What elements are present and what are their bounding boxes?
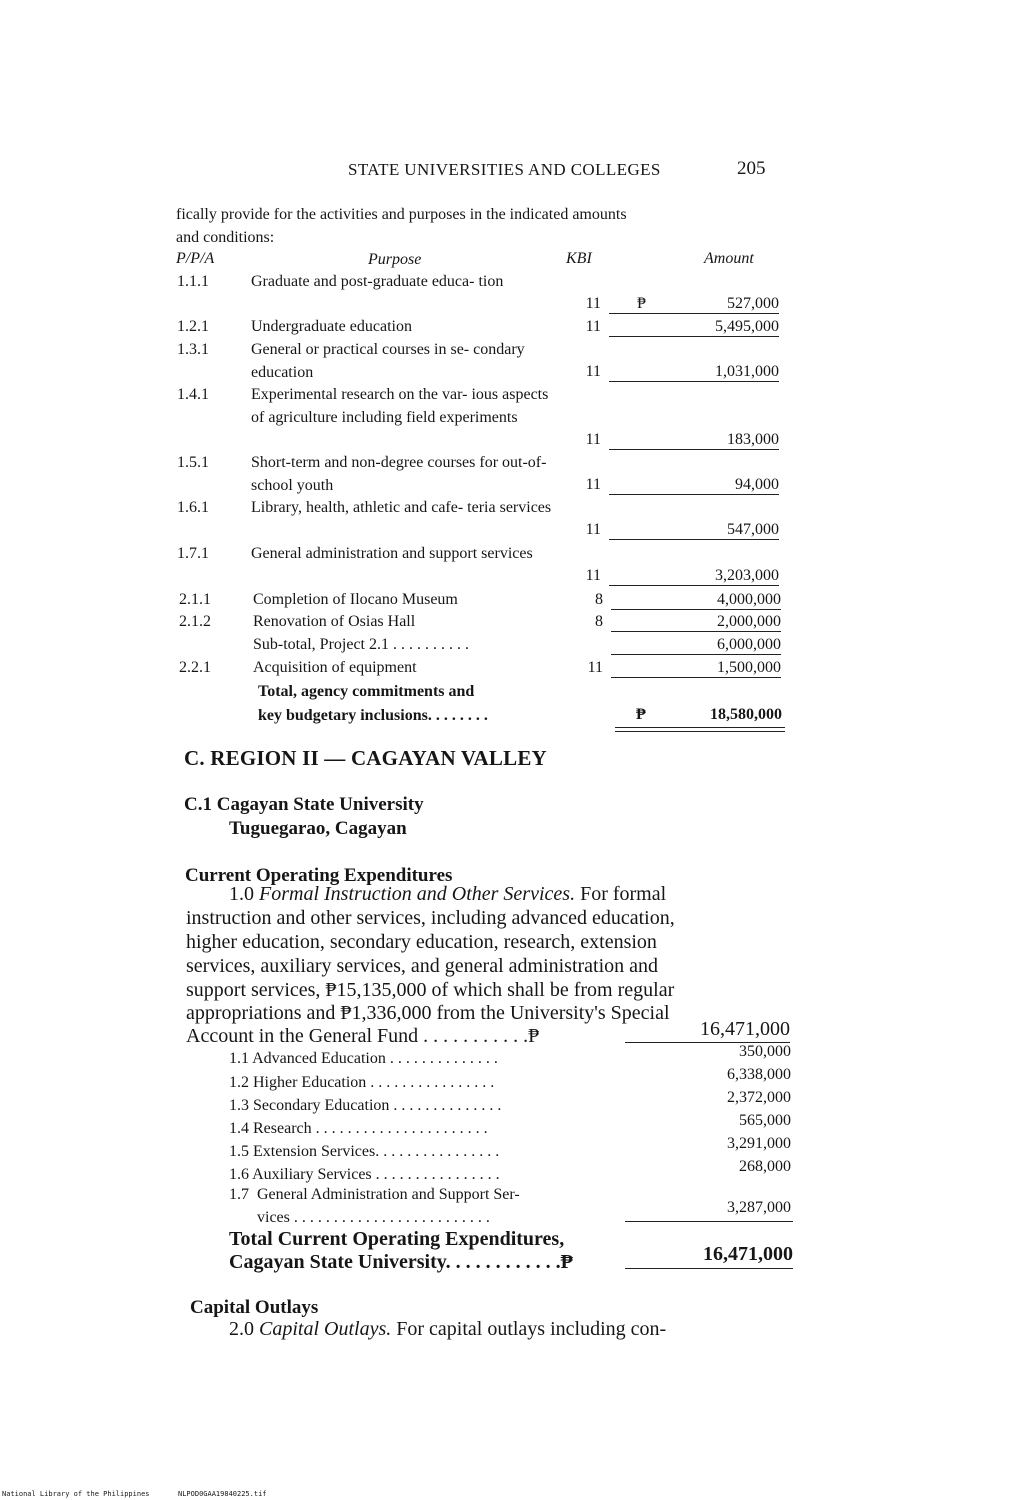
- item-label: 1.1 Advanced Education . . . . . . . . . . . . . .: [229, 1050, 498, 1067]
- item-value: 268,000: [739, 1158, 791, 1175]
- column-header-kbi: KBI: [566, 250, 592, 267]
- row-code: 1.5.1: [177, 454, 209, 471]
- row-code: 1.4.1: [177, 386, 209, 403]
- row-purpose: Experimental research on the var- ious aspects of agriculture including field experiments: [251, 386, 549, 426]
- paragraph-title: Formal Instruction and Other Services.: [259, 883, 576, 905]
- amount-rule: [625, 1221, 793, 1222]
- row-code: 1.7.1: [177, 545, 209, 562]
- table-row: [177, 271, 787, 316]
- row-code: 2.1.2: [179, 613, 211, 630]
- row-purpose: Undergraduate education: [251, 318, 412, 335]
- row-purpose: Graduate and post-graduate educa- tion: [251, 273, 504, 290]
- paragraph-line-3: higher education, secondary education, research, extension: [186, 931, 657, 953]
- capital-paragraph: [229, 1318, 666, 1342]
- row-amount: 183,000: [727, 431, 779, 448]
- paragraph-line-7: Account in the General Fund . . . . . . . . . . .₱: [186, 1025, 540, 1047]
- paragraph-line-5: support services, ₱15,135,000 of which shall be from regular: [186, 979, 675, 1001]
- table-row: [179, 634, 789, 657]
- page-number: 205: [737, 158, 766, 179]
- column-header-amount: Amount: [704, 250, 754, 267]
- row-kbi: 8: [595, 591, 603, 608]
- paragraph-text: For formal: [580, 883, 667, 905]
- item-value: 3,291,000: [727, 1135, 791, 1152]
- table-total-label-1: Total, agency commitments and: [258, 683, 475, 700]
- row-code: 1.1.1: [177, 273, 209, 290]
- row-kbi: 11: [585, 318, 601, 335]
- paragraph-line-2: instruction and other services, including advanced education,: [186, 907, 675, 929]
- row-amount: 94,000: [735, 476, 779, 493]
- peso-sign: ₱: [637, 295, 646, 312]
- row-amount: 547,000: [727, 521, 779, 538]
- double-rule-bottom: [615, 731, 785, 732]
- row-amount: 527,000: [727, 295, 779, 312]
- item-label: 1.4 Research . . . . . . . . . . . . . . . . . . . . . .: [229, 1120, 488, 1137]
- table-row: [177, 316, 787, 339]
- paragraph-number: 1.0: [229, 883, 254, 905]
- row-kbi: 11: [585, 295, 601, 312]
- row-kbi: 11: [585, 476, 601, 493]
- row-purpose: Renovation of Osias Hall: [253, 613, 416, 630]
- item-label: 1.6 Auxiliary Services . . . . . . . . . . . . . . . .: [229, 1166, 500, 1183]
- intro-line-1: fically provide for the activities and purposes in the indicated amounts: [176, 206, 627, 223]
- double-rule-top: [615, 727, 785, 728]
- table-row: [177, 452, 787, 497]
- row-amount: 1,500,000: [717, 659, 781, 676]
- table-row: [177, 384, 787, 452]
- amount-rule: [625, 1268, 793, 1269]
- row-kbi: 11: [587, 659, 603, 676]
- row-purpose: Short-term and non-degree courses for out-of-school youth: [251, 454, 547, 494]
- list-item: [229, 1199, 794, 1229]
- table-row: [177, 543, 787, 588]
- intro-line-2: and conditions:: [176, 229, 275, 246]
- running-title: STATE UNIVERSITIES AND COLLEGES: [348, 160, 661, 179]
- table-row: [179, 589, 789, 612]
- table-total-amount: 18,580,000: [710, 706, 782, 723]
- paragraph-number: 2.0: [229, 1318, 254, 1340]
- row-code: 1.2.1: [177, 318, 209, 335]
- row-purpose: Completion of Ilocano Museum: [253, 591, 458, 608]
- row-amount: 3,203,000: [715, 567, 779, 584]
- item-value: 350,000: [739, 1043, 791, 1060]
- university-location: Tuguegarao, Cagayan: [229, 818, 407, 839]
- item-value: 2,372,000: [727, 1089, 791, 1106]
- table-row: [177, 497, 787, 542]
- paragraph-line-4: services, auxiliary services, and general administration and: [186, 955, 659, 977]
- region-heading: C. REGION II — CAGAYAN VALLEY: [184, 746, 547, 770]
- row-kbi: 11: [585, 431, 601, 448]
- row-code: 1.3.1: [177, 341, 209, 358]
- row-kbi: 11: [585, 363, 601, 380]
- column-header-ppa: P/P/A: [176, 250, 215, 267]
- current-ops-total-label-2: Cagayan State University. . . . . . . . . . . .₱: [229, 1251, 573, 1273]
- item-value: 6,338,000: [727, 1066, 791, 1083]
- paragraph-title: Capital Outlays.: [259, 1318, 392, 1340]
- section-heading-capital: Capital Outlays: [190, 1297, 319, 1318]
- table-row: [177, 339, 787, 384]
- item-label: 1.7 General Administration and Support Ser-: [229, 1186, 520, 1203]
- item-value: 565,000: [739, 1112, 791, 1129]
- table-total-label-2: key budgetary inclusions. . . . . . . .: [258, 707, 488, 724]
- university-name: C.1 Cagayan State University: [184, 794, 424, 815]
- row-amount: 2,000,000: [717, 613, 781, 630]
- row-code: 2.1.1: [179, 591, 211, 608]
- table-row: [179, 611, 789, 634]
- paragraph-line-6: appropriations and ₱1,336,000 from the University's Special: [186, 1002, 670, 1024]
- item-label: 1.3 Secondary Education . . . . . . . . . . . . . .: [229, 1097, 502, 1114]
- table-row: [179, 657, 789, 680]
- row-amount: 5,495,000: [715, 318, 779, 335]
- row-kbi: 11: [585, 567, 601, 584]
- item-label: vices . . . . . . . . . . . . . . . . . . . . . . . . .: [229, 1209, 490, 1226]
- row-purpose: Acquisition of equipment: [253, 659, 417, 676]
- column-header-purpose: Purpose: [368, 251, 422, 268]
- current-ops-total-amount: 16,471,000: [703, 1243, 793, 1265]
- row-kbi: 11: [585, 521, 601, 538]
- row-kbi: 8: [595, 613, 603, 630]
- peso-sign: ₱: [636, 706, 646, 723]
- row-code: 2.2.1: [179, 659, 211, 676]
- row-code: 1.6.1: [177, 499, 209, 516]
- row-purpose: General administration and support services: [251, 545, 533, 562]
- current-ops-total-label-1: Total Current Operating Expenditures,: [229, 1228, 565, 1250]
- item-label: 1.5 Extension Services. . . . . . . . . . . . . . . .: [229, 1143, 500, 1160]
- paragraph-text: For capital outlays including con-: [396, 1318, 667, 1340]
- section-heading-current-ops: Current Operating Expenditures: [185, 865, 453, 886]
- paragraph-line-1: [229, 883, 666, 907]
- footer-library: National Library of the Philippines: [2, 1490, 150, 1498]
- row-purpose: General or practical courses in se- condary education: [251, 341, 525, 381]
- footer-file: NLPOD0GAA19840225.tif: [178, 1490, 267, 1498]
- row-purpose: Sub-total, Project 2.1 . . . . . . . . . .: [253, 636, 469, 653]
- row-amount: 4,000,000: [717, 591, 781, 608]
- list-item: [229, 1158, 794, 1186]
- row-amount: 1,031,000: [715, 363, 779, 380]
- row-amount: 6,000,000: [717, 636, 781, 653]
- item-label: 1.2 Higher Education . . . . . . . . . . . . . . . .: [229, 1074, 495, 1091]
- item-value: 3,287,000: [727, 1199, 791, 1216]
- paragraph-amount: 16,471,000: [700, 1018, 790, 1040]
- row-purpose: Library, health, athletic and cafe- teria services: [251, 499, 552, 516]
